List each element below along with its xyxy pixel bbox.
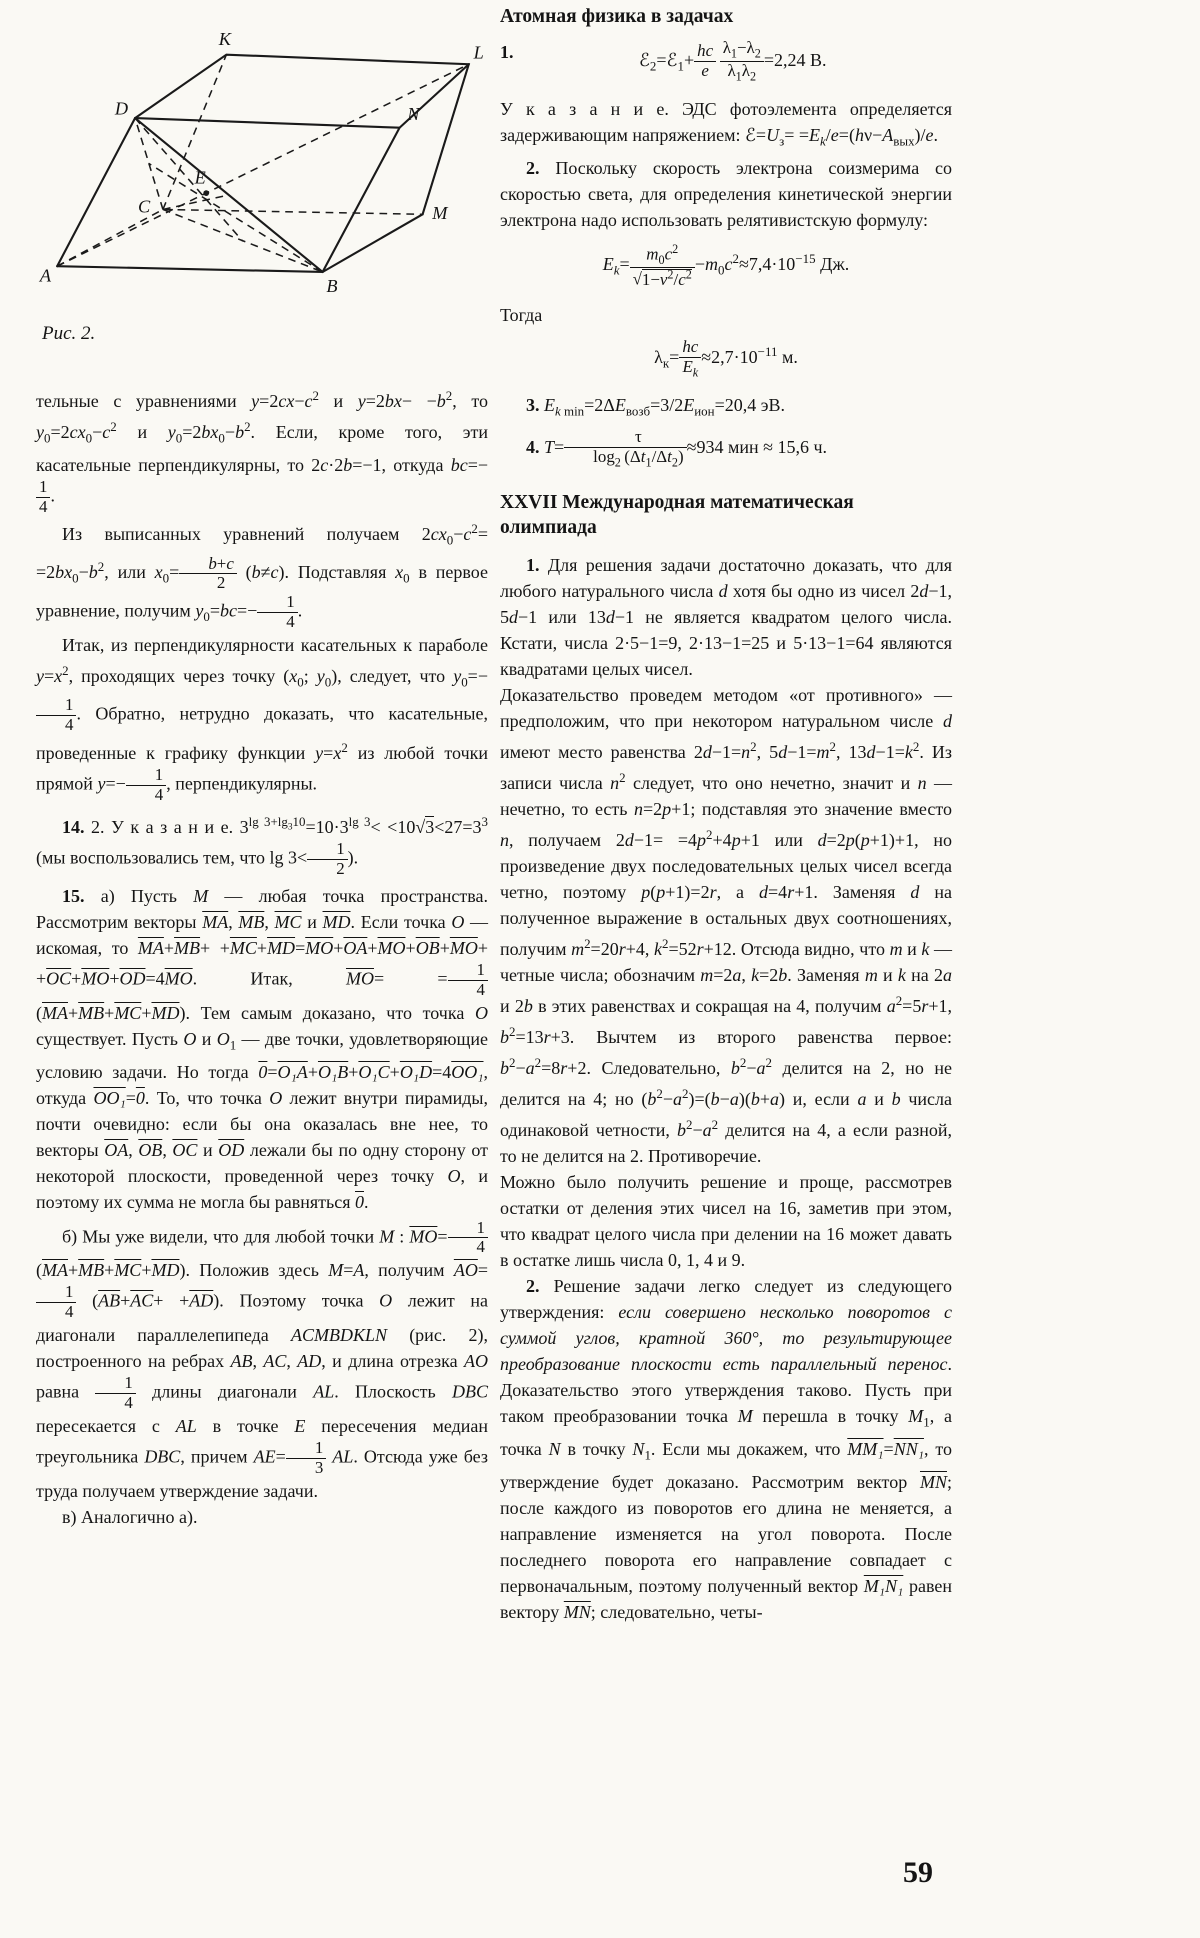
- vertex-label-M: M: [432, 203, 448, 224]
- vertex-label-L: L: [473, 42, 484, 63]
- vertex-label-E: E: [194, 167, 206, 188]
- parallelepiped-dashed-edges: [57, 55, 469, 272]
- paragraph-conclusion: Итак, из перпендикулярности касательных к параболе $y=x^2$, проходящих через точку ($x_0$; $y_0$), следует, что $y_0=-$ $\frac{1}{4}$ . Обратно, нетрудно доказать, что касательные, проведенные к графику функции $y=x^2$ из любой точки прямой y=− $\frac{1}{4}$ , перпендикулярны.: [36, 635, 488, 804]
- paragraph-olympiad-2: 2. Решение задачи легко следует из следующего утверждения: если совершено несколько поворотов с суммой углов, кратной 360°, то результирующее преобразование плоскости есть параллельный перенос. Доказательство этого утверждения таково. Пусть при таком преобразовании точка M перешла в точку $M_1$, а точка N в точку $N_1$. Если мы докажем, что MM₁=NN₁, то утверждение будет доказано. Рассмотрим вектор $\overline{MN}$; после каждого из поворотов его длина не меняется, а направление изменяется на угол поворота. После последнего поворота его направление совпадает с первоначальным, поэтому полученный вектор M₁N₁ равен вектору $\overline{MN}$; следовательно, четы-: [500, 1276, 952, 1622]
- paragraph-continuation: тельные с уравнениями $y=2cx-c^2$ и $y=2bx- -b^2$, то $y_0=2cx_0-c^2$ и $y_0=2bx_0-b^2$. Если, кроме того, эти касательные перпендикулярны, то 2c·2b=−1, откуда bc=− $\frac{1}{4}$ .: [36, 388, 489, 516]
- formula-wavelength: [500, 338, 952, 380]
- paragraph-equations: Из выписанных уравнений получаем $2cx_0-c^2= =2bx_0-b^2$, или $x_0=$ $\frac{b+c}{2}$ (b≠c). Подставляя $x_0$ в первое уравнение, получим $y_0=bc=-$ $\frac{1}{4}$ .: [36, 521, 488, 632]
- paragraph-olympiad-proof: Доказательство проведем методом «от противного» — предположим, что при некотором натуральном числе d имеют место равенства $2d-1=n^2$, $5d-1=m^2$, $13d-1=k^2$. Из записи числа $n^2$ следует, что оно нечетно, значит и n — нечетно, то есть n=2p+1; подставляя это значение вместо n, получаем $2d-1= =4p^2+4p+1$ или d=2p(p+1)+1, но произведение двух последовательных целых чисел всегда четно, поэтому p(p+1)=2r, а d=4r+1. Заменяя d на полученное выражение в остальных двух соотношениях, получим $m^2=20r+4$, $k^2=52r+12$. Отсюда видно, что m и k — четные числа; обозначим m=2a, k=2b. Заменяя m и k на 2a и 2b в этих равенствах и сокращая на 4, получим $a^2=5r+1$, $b^2=13r+3$. Вычтем из второго равенства первое: $b^2-a^2=8r+2$. Следовательно, $b^2-a^2$ делится на 2, но не делится на 4; но $(b^2-a^2)=(b-a)(b+a)$ и, если a и b числа одинаковой четности, $b^2-a^2$ делится на 4, а если разной, то не делится на 2. Противоречие.: [500, 685, 953, 1167]
- formula-emf-body: ℰ$_2$=ℰ$_1$+ $\frac{hc}{e}$ $\frac{\lambda_1-\lambda_2}{\lambda_1\lambda_2}$ =2,24 В.: [639, 38, 827, 84]
- formula-wavelength-body: $\lambda_к=$ $\frac{hc}{E_k}$ $\approx 2,7\cdot 10^{-11}$ м.: [654, 336, 798, 380]
- formula-emf: [500, 39, 952, 84]
- page-number: 59: [903, 1856, 933, 1889]
- paragraph-item-15a: 15. а) Пусть M — любая точка пространства. Рассмотрим векторы $\overline{MA}$, $\overline{MB}$, $\overline{MC}$ и $\overline{MD}$. Если точка O — искомая, то $\overline{MA}+\overline{MB}+ +\overline{MC}+\overline{MD}=\overline{MO}+\overline{OA}+\overline{MO}+\overline{OB}+\overline{MO}+ +\overline{OC}+\overline{MO}+\overline{OD}=4\overline{MO}$. Итак, $\overline{MO}=$ = $\frac{1}{4}$ $(\overline{MA}+\overline{MB}+\overline{MC}+\overline{MD})$. Тем самым доказано, что точка O существует. Пусть O и $O_1$ — две точки, удовлетворяющие условию задачи. Но тогда 0=O₁A+O₁B+O₁C+O₁D=4OO₁, откуда OO₁=0. То, что точка O лежит внутри пирамиды, почти очевидно: если бы она оказалась вне нее, то векторы $\overline{OA}$, $\overline{OB}$, $\overline{OC}$ и $\overline{OD}$ лежали бы по одну сторону от некоторой плоскости, проведенной через точку O, и поэтому их сумма не могла бы равняться 0.: [36, 886, 489, 1212]
- section-heading-atomic-physics: Атомная физика в задачах: [500, 6, 734, 27]
- paragraph-physics-note: У к а з а н и е. ЭДС фотоэлемента определяется задерживающим напряжением: $ℰ=U_з= =E_k/e=(h\nu-A_{вых})/e$.: [500, 99, 952, 149]
- vertex-label-B: B: [326, 276, 338, 297]
- paragraph-physics-item-3: 3. $E_{k min}=2\Delta E_{возб}=3/2E_{ион}=20,4$ эВ.: [526, 394, 785, 419]
- right-column: [500, 0, 952, 1625]
- paragraph-olympiad-remark: Можно было получить решение и проще, рассмотрев остатки от деления этих чисел на 16, заметив при этом, что квадрат целого числа при делении на 16 может давать в остатке лишь числа 0, 1, 4 и 9.: [500, 1172, 952, 1271]
- parallelepiped-solid-edges: [57, 55, 469, 272]
- formula-label: 1.: [500, 42, 514, 62]
- formula-relativistic-energy: [500, 243, 952, 290]
- left-column: [36, 0, 488, 1530]
- paragraph-item-15b: б) Мы уже видели, что для любой точки M : $\overline{MO}=$ $\frac{1}{4}$ $(\overline{MA}+\overline{MB}+\overline{MC}+\overline{MD})$. Положив здесь M=A, получим $\overline{AO}=$ $\frac{1}{4}$ $(\overline{AB}+\overline{AC}+ +\overline{AD})$. Поэтому точка O лежит на диагонали параллелепипеда ACMBDKLN (рис. 2), построенного на ребрах AB, AC, AD, и длина отрезка AO равна $\frac{1}{4}$ длины диагонали AL. Плоскость DBC пересекается с AL в точке E пересечения медиан треугольника DBC, причем AE= $\frac{1}{3}$ AL. Отсюда уже без труда получаем утверждение задачи.: [36, 1217, 489, 1502]
- paragraph-togda: Тогда: [500, 304, 543, 325]
- paragraph-item-14: 14. 2. У к а з а н и е. $3^{lg 3+lg_310}=10\cdot 3^{lg 3}< <10√3<27=3^3$ (мы воспользовались тем, что lg 3< $\frac{1}{2}$ ).: [36, 813, 488, 879]
- vertex-label-D: D: [114, 98, 129, 119]
- vertex-label-A: A: [39, 265, 52, 286]
- paragraph-physics-item-4: 4. T= $\frac{\tau}{\log_2 (\Delta t_1/\Delta t_2)}$ ≈934 мин ≈ 15,6 ч.: [526, 427, 828, 470]
- section-heading-olympiad: XXVII Международная математическая олимпиада: [500, 492, 854, 539]
- figure-parallelepiped: [36, 14, 488, 347]
- point-E-dot: [203, 190, 209, 196]
- formula-energy-body: $E_k=$ $\frac{m_0c^2}{√1-v^2/c^2}$ $-m_0c^2\approx 7,4\cdot 10^{-15}$ Дж.: [602, 241, 850, 289]
- vertex-label-K: K: [218, 29, 231, 50]
- vertex-label-N: N: [407, 104, 420, 125]
- paragraph-physics-item-2: 2. Поскольку скорость электрона соизмерима со скоростью света, для определения кинетической энергии электрона надо использовать релятивистскую формулу:: [500, 157, 952, 230]
- figure-caption: Рис. 2.: [42, 323, 96, 344]
- paragraph-item-15v: в) Аналогично а).: [62, 1507, 198, 1528]
- vertex-label-C: C: [137, 196, 151, 217]
- paragraph-olympiad-1: 1. Для решения задачи достаточно доказать, что для любого натурального числа d хотя бы одно из чисел 2d−1, 5d−1 или 13d−1 не является квадратом целого числа. Кстати, числа 2·5−1=9, 2·13−1=25 и 5·13−1=64 являются квадратами целых чисел.: [500, 555, 952, 680]
- figure-svg: [36, 14, 488, 303]
